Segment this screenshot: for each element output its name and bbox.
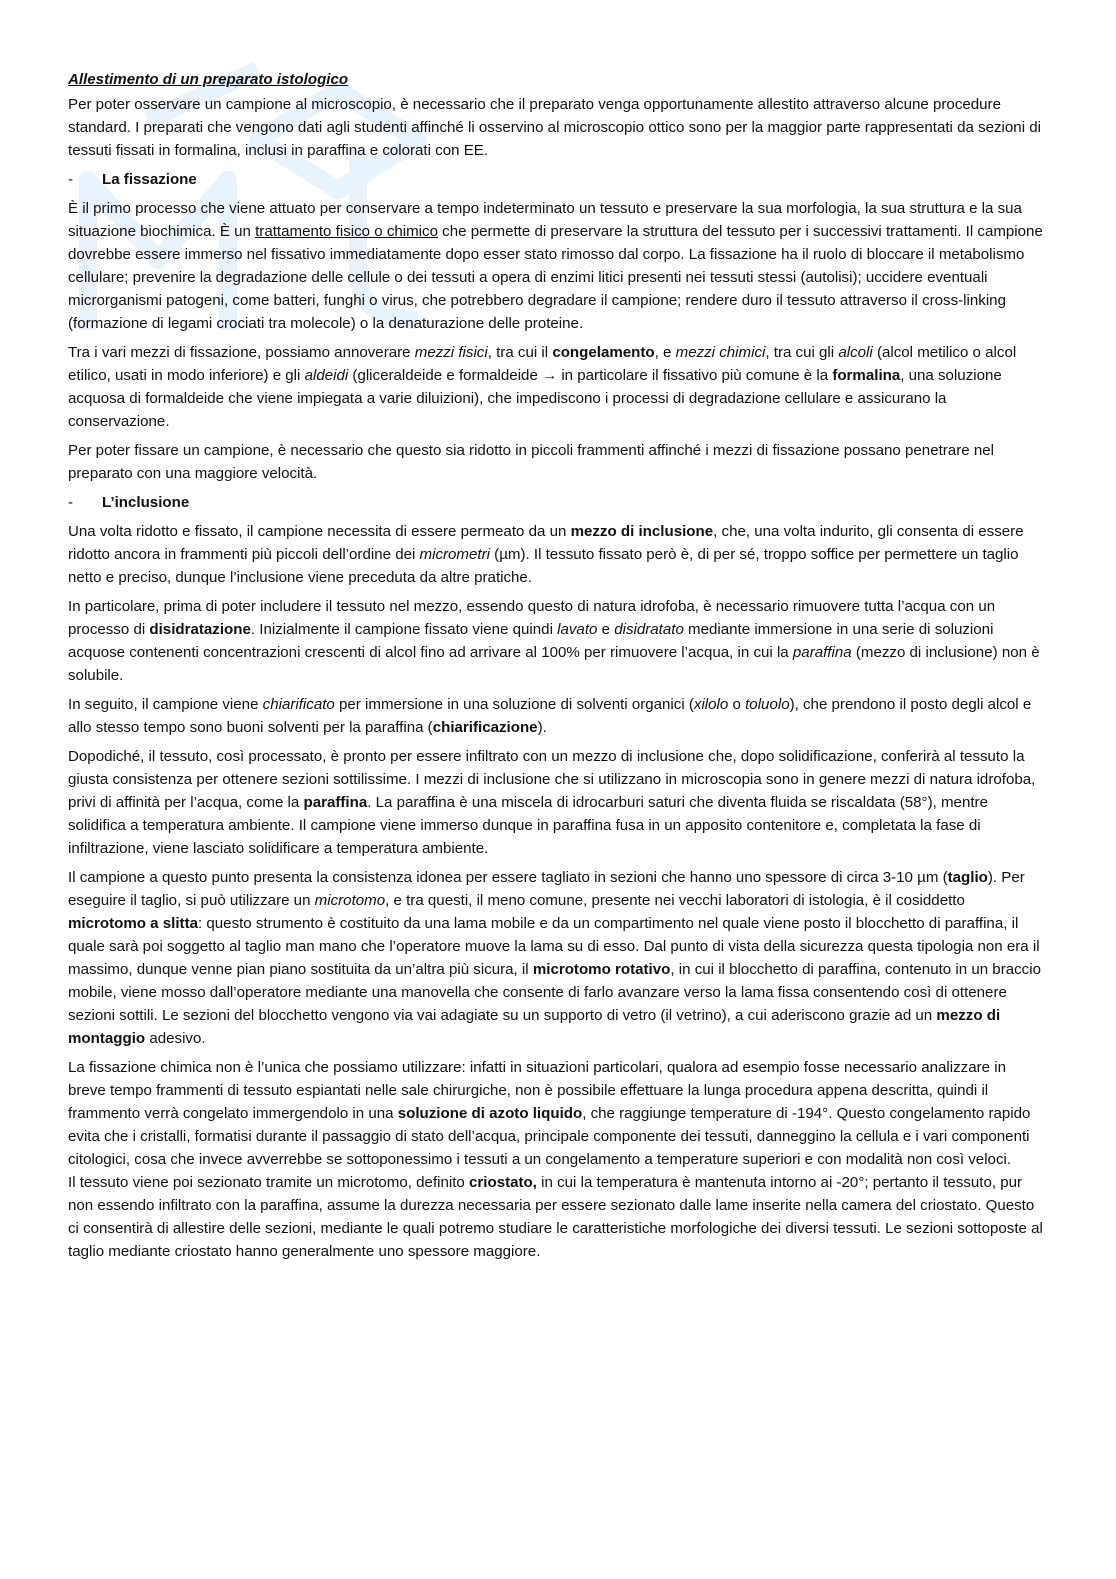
text-run: microtomo rotativo xyxy=(532,961,671,978)
text-run: formalina xyxy=(832,367,901,384)
text-run: taglio xyxy=(947,869,988,886)
text-run: e xyxy=(597,621,615,638)
text-run: disidratato xyxy=(614,621,684,638)
text-run: microtomo xyxy=(314,892,386,909)
intro-paragraph xyxy=(68,93,1046,162)
text-run: paraffina xyxy=(792,644,852,661)
document-body xyxy=(68,68,1046,1269)
text-run: . Inizialmente il campione fissato viene quindi xyxy=(250,621,558,638)
text-run: per immersione in una soluzione di solventi organici ( xyxy=(334,696,694,713)
text-run: , che, una volta indurito, gli consenta di essere ridotto ancora in frammenti più piccoli dell’ordine dei xyxy=(68,523,1024,563)
text-run: Una volta ridotto e fissato, il campione necessita di essere permeato da un xyxy=(68,523,571,540)
text-run: , tra cui il xyxy=(487,344,553,361)
text-run: mezzi fisici xyxy=(414,344,488,361)
text-run: , in cui il blocchetto di paraffina, contenuto in un braccio mobile, viene mosso dall’operatore mediante una manovella che consente di farlo avanzare verso la lama fissa consentendo così di ottenere sezioni sottili. Le sezioni del blocchetto vengono via vai adagiate su un supporto di vetro (il vetrino), a cui aderiscono grazie ad un xyxy=(68,961,1041,1024)
section-marker: - xyxy=(68,494,74,511)
section-heading-fissazione xyxy=(68,168,1046,191)
text-run: mezzo di montaggio xyxy=(68,1007,1001,1047)
text-run: microtomo a slitta xyxy=(68,915,198,932)
inclusione-paragraph-7 xyxy=(68,1171,1046,1263)
text-run: adesivo. xyxy=(145,1030,206,1047)
text-run: micrometri xyxy=(419,546,490,563)
text-run: soluzione di azoto liquido xyxy=(397,1105,583,1122)
text-run: . La paraffina è una miscela di idrocarburi saturi che diventa fluida se riscaldata (58°), mentre solidifica a temperatura ambiente. Il campione viene immerso dunque in paraffina fusa in un apposito contenitore e, completata la fase di infiltrazione, viene lasciato solidificare a temperatura ambiente. xyxy=(68,794,988,857)
text-run: Per poter fissare un campione, è necessario che questo sia ridotto in piccoli frammenti affinché i mezzi di fissazione possano penetrare nel preparato con una maggiore velocità. xyxy=(68,442,994,482)
text-run: , e xyxy=(654,344,676,361)
text-run: → xyxy=(542,367,558,384)
text-run: disidratazione xyxy=(149,621,251,638)
text-run: aldeidi xyxy=(304,367,349,384)
inclusione-paragraph-1 xyxy=(68,520,1046,589)
text-run: o xyxy=(728,696,746,713)
text-run: trattamento fisico o chimico xyxy=(255,223,438,240)
inclusione-paragraph-6 xyxy=(68,1056,1046,1171)
fissazione-paragraph-2 xyxy=(68,341,1046,433)
section-heading-text: L’inclusione xyxy=(102,494,190,511)
text-run: La fissazione chimica non è l’unica che possiamo utilizzare: infatti in situazioni particolari, qualora ad esempio fosse necessario analizzare in breve tempo frammenti di tessuto espiantati nelle sale chirurgiche, non è possibile effettuare la lunga procedura appena descritta, quindi il frammento verrà congelato immergendolo in una xyxy=(68,1059,1006,1122)
text-run: , una soluzione acquosa di formaldeide che viene impiegata a varie diluizioni), che impediscono i processi di degradazione cellulare e assicurano la conservazione. xyxy=(68,367,1002,430)
text-run: in cui la temperatura è mantenuta intorno ai -20°; pertanto il tessuto, pur non essendo infiltrato con la paraffina, assume la durezza necessaria per essere sezionato dalle lame inserite nella camera del criostato. Questo ci consentirà di allestire delle sezioni, mediante le quali potremo studiare le caratteristiche morfologiche dei diversi tessuti. Le sezioni sottoposte al taglio mediante criostato hanno generalmente uno spessore maggiore. xyxy=(68,1174,1043,1260)
text-run: , tra cui gli xyxy=(765,344,839,361)
text-run: ). Per eseguire il taglio, si può utilizzare un xyxy=(68,869,1025,909)
text-run: Dopodiché, il tessuto, così processato, è pronto per essere infiltrato con un mezzo di inclusione che, dopo solidificazione, conferirà al tessuto la giusta consistenza per ottenere sezioni sottilissime. I mezzi di inclusione che si utilizzano in microscopia sono in genere mezzi di natura idrofoba, privi di affinità per l’acqua, come la xyxy=(68,748,1036,811)
text-run: congelamento xyxy=(552,344,655,361)
section-heading-text: La fissazione xyxy=(102,171,197,188)
text-run: , e tra questi, il meno comune, presente nei vecchi laboratori di istologia, è il cosiddetto xyxy=(385,892,965,909)
text-run: toluolo xyxy=(745,696,790,713)
section-heading-inclusione xyxy=(68,491,1046,514)
text-run: chiarificazione xyxy=(432,719,538,736)
document-title: Allestimento di un preparato istologico xyxy=(68,71,349,88)
text-run: Il campione a questo punto presenta la consistenza idonea per essere tagliato in sezioni che hanno uno spessore di circa 3-10 µm ( xyxy=(68,869,948,886)
text-run: che permette di preservare la struttura del tessuto per i successivi trattamenti. Il campione dovrebbe essere immerso nel fissativo immediatamente dopo esser stato rimosso dal corpo. La fissazione ha il ruolo di bloccare il metabolismo cellulare; prevenire la degradazione delle cellule o dei tessuti a opera di enzimi litici presenti nei tessuti stessi (autolisi); uccidere eventuali microrganismi patogeni, come batteri, funghi o virus, che potrebbero degradare il campione; rendere duro il tessuto attraverso il cross-linking (formazione di legami crociati tra molecole) o la denaturazione delle proteine. xyxy=(68,223,1043,332)
text-run: in particolare il fissativo più comune è la xyxy=(557,367,833,384)
text-run: lavato xyxy=(557,621,598,638)
text-run: ), che prendono il posto degli alcol e allo stesso tempo sono buoni solventi per la paraffina ( xyxy=(68,696,1032,736)
text-run: Per poter osservare un campione al microscopio, è necessario che il preparato venga opportunamente allestito attraverso alcune procedure standard. I preparati che vengono dati agli studenti affinché li osservino al microscopio ottico sono per la maggior parte rappresentati da sezioni di tessuti fissati in formalina, inclusi in paraffina e colorati con EE. xyxy=(68,96,1041,159)
text-run: (alcol metilico o alcol etilico, usati in modo inferiore) e gli xyxy=(68,344,1017,384)
text-run: È il primo processo che viene attuato per conservare a tempo indeterminato un tessuto e preservare la sua morfologia, la sua struttura e la sua situazione biochimica. È un xyxy=(68,200,1022,240)
text-run: In seguito, il campione viene xyxy=(68,696,263,713)
text-run: mezzo di inclusione xyxy=(570,523,714,540)
text-run: alcoli xyxy=(838,344,873,361)
text-run: (µm). Il tessuto fissato però è, di per sé, troppo soffice per permettere un taglio netto e preciso, dunque l’inclusione viene preceduta da altre pratiche. xyxy=(68,546,1019,586)
text-run: chiarificato xyxy=(262,696,335,713)
text-run: mezzi chimici xyxy=(675,344,766,361)
text-run: Il tessuto viene poi sezionato tramite un microtomo, definito xyxy=(68,1174,470,1191)
inclusione-paragraph-4 xyxy=(68,745,1046,860)
inclusione-paragraph-3 xyxy=(68,693,1046,739)
text-run: (mezzo di inclusione) non è solubile. xyxy=(68,644,1040,684)
text-run: : questo strumento è costituito da una lama mobile e da un compartimento nel quale viene posto il blocchetto di paraffina, il quale sarà poi soggetto al taglio man mano che l’operatore muove la lama su di esso. Dal punto di vista della sicurezza questa tipologia non era il massimo, dunque venne pian piano sostituita da un’altra più sicura, il xyxy=(68,915,1040,978)
text-run: xilolo xyxy=(693,696,729,713)
inclusione-paragraph-5 xyxy=(68,866,1046,1050)
text-run: mediante immersione in una serie di soluzioni acquose contenenti concentrazioni crescenti di alcol fino ad arrivare al 100% per rimuovere l’acqua, in cui la xyxy=(68,621,994,661)
fissazione-paragraph-1 xyxy=(68,197,1046,335)
text-run: ). xyxy=(537,719,547,736)
fissazione-paragraph-3 xyxy=(68,439,1046,485)
text-run: Tra i vari mezzi di fissazione, possiamo annoverare xyxy=(68,344,415,361)
text-run: , che raggiunge temperature di -194°. Questo congelamento rapido evita che i cristalli, formatisi durante il passaggio di stato dell’acqua, principale componente dei tessuti, danneggino la cellula e i vari componenti citologici, cosa che invece avverrebbe se sottoponessimo i tessuti a un congelamento a temperature superiori e con modalità non così veloci. xyxy=(68,1105,1031,1168)
text-run: In particolare, prima di poter includere il tessuto nel mezzo, essendo questo di natura idrofoba, è necessario rimuovere tutta l’acqua con un processo di xyxy=(68,598,996,638)
inclusione-paragraph-2 xyxy=(68,595,1046,687)
text-run: (gliceraldeide e formaldeide xyxy=(348,367,543,384)
section-marker: - xyxy=(68,171,74,188)
text-run: paraffina xyxy=(303,794,368,811)
text-run: criostato, xyxy=(469,1174,537,1191)
